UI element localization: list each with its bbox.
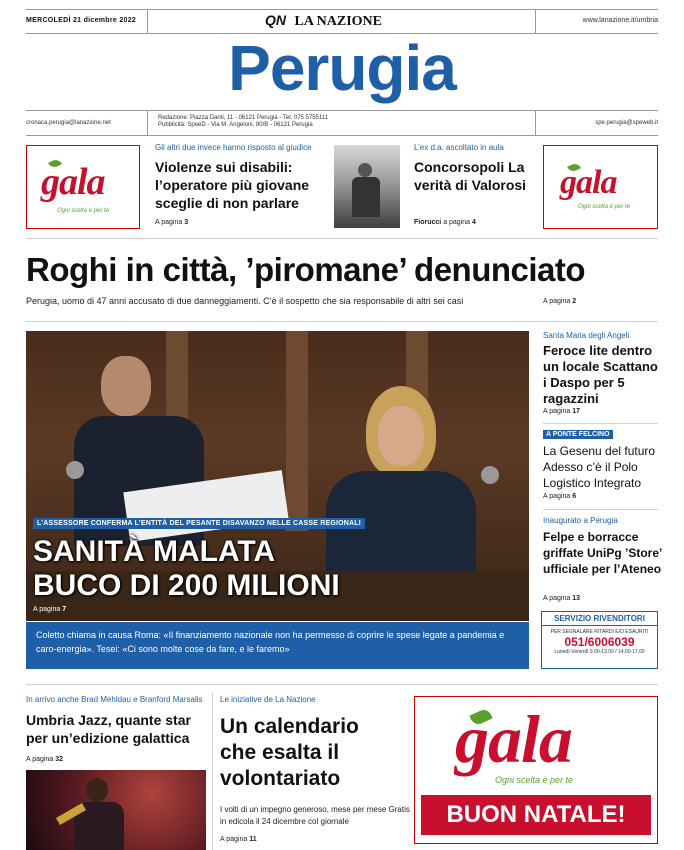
gala-logo: gala [41, 161, 105, 203]
bottom2-kicker: Le iniziative de La Nazione [220, 695, 316, 704]
bottom1-headline[interactable]: Umbria Jazz, quante star per un’edizione galattica [26, 712, 191, 746]
side3-kicker: Inaugurato a Perugia [543, 516, 618, 525]
bottom2-body: I volti di un impegno generoso, mese per mese Gratis in edicola il 24 dicembre col giornale [220, 805, 410, 826]
bottom1-page-ref: A pagina 32 [26, 756, 63, 763]
story1-headline[interactable]: Violenze sui disabili: l’operatore più giovane sceglie di non parlare [155, 159, 310, 211]
jazz-photo [26, 770, 206, 850]
gala-tagline: Ogni scelta è per te [57, 208, 110, 214]
man-figure [101, 356, 151, 416]
gala-ad-right[interactable] [543, 145, 658, 229]
story2-page-ref: Fiorucci a pagina 4 [414, 219, 476, 226]
address-line-2: Pubblicità: SpeeD - Via M. Angeloni, 80/B - 06121 Perugia [158, 122, 313, 128]
story2-kicker: L’ex d.a. ascoltato in aula [414, 143, 504, 152]
main-caption-text: Coletto chiama in causa Roma: «Il finanziamento nazionale non ha permesso di coprire le spese legate a pandemia e caro-energia». Tesei: «Ci sono molte cose da fare, e le faremo» [36, 630, 505, 654]
bottom1-kicker: In arrivo anche Brad Mehldau e Branford Marsalis [26, 695, 203, 704]
newsroom-email[interactable]: cronaca.perugia@lanazione.net [26, 120, 111, 126]
side1-headline[interactable]: Feroce lite dentro un locale Scattano i Daspo per 5 ragazzini [543, 343, 658, 406]
main-headline-2[interactable]: BUCO DI 200 MILIONI [33, 569, 340, 602]
side3-headline[interactable]: Felpe e borracce griffate UniPg ’Store’ ufficiale per l’Ateneo [543, 530, 662, 576]
main-kicker: L’ASSESSORE CONFERMA L’ENTITÀ DEL PESANTE DISAVANZO NELLE CASSE REGIONALI [33, 518, 365, 529]
main-caption [26, 622, 529, 669]
bottom2-headline[interactable]: Un calendario che esalta il volontariato [220, 715, 359, 790]
service-hours: Lunedì-Venerdì 9.00-13.00 / 14.00-17.00 [554, 649, 645, 655]
story1-kicker: Gli altri due invece hanno risposto al giudice [155, 143, 312, 152]
story2-headline[interactable]: Concorsopoli La verità di Valorosi [414, 159, 527, 193]
paper-name: LA NAZIONE [294, 14, 382, 29]
gala-tagline: Ogni scelta è per te [495, 775, 574, 785]
microphone-icon [66, 461, 84, 479]
gala-ad-big[interactable] [414, 696, 658, 844]
side3-page-ref: A pagina 13 [543, 595, 580, 602]
side2-kicker: A PONTE FELCINO [543, 430, 613, 439]
story1-page-ref: A pagina 3 [155, 219, 189, 226]
bottom2-page-ref: A pagina 11 [220, 836, 257, 843]
side1-kicker: Santa Maria degli Angeli [543, 331, 630, 340]
qn-logo-mark: QN [265, 12, 286, 28]
service-title: SERVIZIO RIVENDITORI [542, 612, 657, 626]
lead-headline[interactable]: Roghi in città, ’piromane’ denunciato [26, 251, 586, 288]
gala-logo: gala [455, 701, 572, 777]
courtroom-photo [334, 145, 400, 228]
side1-page-ref: A pagina 17 [543, 408, 580, 415]
microphone-icon [481, 466, 499, 484]
gala-tagline: Ogni scelta è per te [578, 204, 631, 210]
main-headline-1[interactable]: SANITÀ MALATA [33, 535, 276, 568]
side2-page-ref: A pagina 6 [543, 493, 577, 500]
lead-page-ref: A pagina 2 [543, 298, 577, 305]
gala-logo: gala [560, 164, 617, 201]
service-box [541, 611, 658, 669]
main-page-ref: A pagina 7 [33, 606, 67, 613]
issue-date: MERCOLEDÌ 21 dicembre 2022 [26, 17, 137, 24]
address-line-1: Redazione: Piazza Danti, 11 - 06121 Perugia - Tel. 075 5755111 [158, 115, 329, 121]
advertising-email[interactable]: spe.perugia@speweb.it [595, 120, 658, 126]
service-phone[interactable]: 051/6006039 [564, 635, 635, 649]
gala-ad-left[interactable] [26, 145, 140, 229]
service-note: PER SEGNALARE RITARDI E/O ESAURITI [550, 629, 649, 635]
side2-headline[interactable]: La Gesenu del futuro Adesso c’è il Polo Logistico Integrato [543, 444, 656, 490]
site-url[interactable]: www.lanazione.it/umbria [582, 17, 658, 24]
christmas-banner: BUON NATALE! [421, 795, 651, 835]
lead-summary: Perugia, uomo di 47 anni accusato di due danneggiamenti. C’è il sospetto che sia responsabile di altri sei casi [26, 296, 464, 306]
city-title: Perugia [228, 32, 456, 104]
